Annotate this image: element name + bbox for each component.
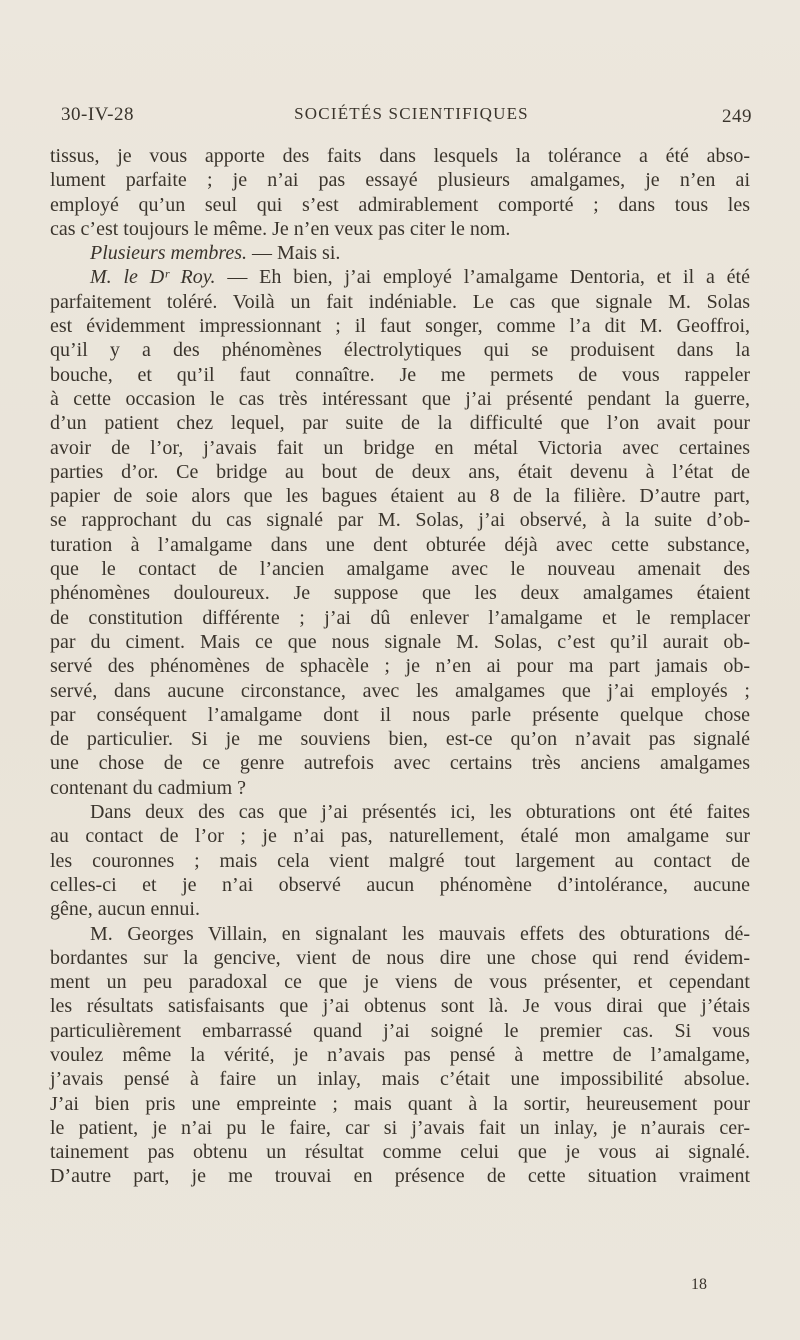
text-line: les résultats satisfaisants que j’ai obtenus sont là. Je vous dirai que j’étais <box>50 995 750 1018</box>
text-line: se rapprochant du cas signalé par M. Solas, j’ai observé, à la suite d’ob- <box>50 509 750 532</box>
text-line: Dans deux des cas que j’ai présentés ici, les obturations ont été faites <box>90 801 750 824</box>
text-line-speaker <box>50 241 750 265</box>
text-line: contenant du cadmium ? <box>50 776 247 799</box>
text-line: D’autre part, je me trouvai en présence de cette situation vraiment <box>50 1165 750 1188</box>
text-line: particulièrement embarrassé quand j’ai soigné le premier cas. Si vous <box>50 1019 750 1042</box>
text-line: celles-ci et je n’ai observé aucun phénomène d’intolérance, aucune <box>50 873 750 896</box>
speaker-name: Plusieurs membres. <box>90 242 248 265</box>
text-line: gêne, aucun ennui. <box>50 898 200 921</box>
text-line: d’un patient chez lequel, par suite de la difficulté que l’on avait pour <box>50 412 750 435</box>
text-line: les couronnes ; mais cela vient malgré tout largement au contact de <box>50 849 750 872</box>
text-line: parties d’or. Ce bridge au bout de deux ans, était devenu à l’état de <box>50 460 750 483</box>
text-line: papier de soie alors que les bagues étaient au 8 de la filière. D’autre part, <box>50 485 750 508</box>
text-line: servé des phénomènes de sphacèle ; je n’en ai pour ma part jamais ob- <box>50 655 750 678</box>
text-line: que le contact de l’ancien amalgame avec le nouveau amenait des <box>50 558 750 581</box>
page-number: 249 <box>722 106 752 127</box>
text-line: tainement pas obtenu un résultat comme celui que je vous ai signalé. <box>50 1141 750 1164</box>
body-text <box>50 144 750 1189</box>
text-line: qu’il y a des phénomènes électrolytiques qui se produisent dans la <box>50 339 750 362</box>
text-line: est évidemment impressionnant ; il faut songer, comme l’a dit M. Geoffroi, <box>50 315 750 338</box>
text-line: voulez même la vérité, je n’avais pas pensé à mettre de l’amalgame, <box>50 1043 750 1066</box>
text-line: phénomènes douloureux. Je suppose que les deux amalgames étaient <box>50 582 750 605</box>
text-line: J’ai bien pris une empreinte ; mais quant à la sortir, heureusement pour <box>50 1092 750 1115</box>
text-line: j’avais pensé à faire un inlay, mais c’était une impossibilité absolue. <box>50 1068 750 1091</box>
text-line-speaker <box>50 265 750 289</box>
header-title: SOCIÉTÉS SCIENTIFIQUES <box>294 104 529 123</box>
text-line: bordantes sur la gencive, vient de nous dire une chose qui rend évidem- <box>50 946 750 969</box>
text-line: lument parfaite ; je n’ai pas essayé plusieurs amalgames, je n’en ai <box>50 169 750 192</box>
speaker-remark: — Eh bien, j’ai employé l’amalgame Dentoria, et il a été <box>215 266 750 289</box>
text-line: de constitution différente ; j’ai dû enlever l’amalgame et le remplacer <box>50 606 750 629</box>
text-line: cas c’est toujours le même. Je n’en veux pas citer le nom. <box>50 217 511 240</box>
text-line: une chose de ce genre autrefois avec certains très anciens amalgames <box>50 752 750 775</box>
speaker-name: M. le Dʳ Roy. <box>90 266 216 289</box>
text-line: parfaitement toléré. Voilà un fait indéniable. Le cas que signale M. Solas <box>50 290 750 313</box>
text-line: le patient, je n’ai pu le faire, car si j’avais fait un inlay, je n’aurais cer- <box>50 1116 750 1139</box>
text-line: servé, dans aucune circonstance, avec les amalgames que j’ai employés ; <box>50 679 750 702</box>
text-line: à cette occasion le cas très intéressant que j’ai présenté pendant la guerre, <box>50 387 750 410</box>
text-line: employé qu’un seul qui s’est admirablement comporté ; dans tous les <box>50 193 750 216</box>
header-date: 30-IV-28 <box>61 104 134 125</box>
signature-mark: 18 <box>691 1276 707 1293</box>
speaker-remark: — Mais si. <box>247 242 341 265</box>
text-line: par conséquent l’amalgame dont il nous parle présente quelque chose <box>50 703 750 726</box>
text-line: avoir de l’or, j’avais fait un bridge en métal Victoria avec certaines <box>50 436 750 459</box>
text-line: tissus, je vous apporte des faits dans lesquels la tolérance a été abso- <box>50 145 750 167</box>
text-line: M. Georges Villain, en signalant les mauvais effets des obturations dé- <box>90 922 750 945</box>
text-line: ment un peu paradoxal ce que je viens de vous présenter, et cependant <box>50 971 750 994</box>
text-line: au contact de l’or ; je n’ai pas, naturellement, étalé mon amalgame sur <box>50 825 750 848</box>
text-line: de particulier. Si je me souviens bien, est-ce qu’on n’avait pas signalé <box>50 728 750 751</box>
text-line: par du ciment. Mais ce que nous signale M. Solas, c’est qu’il aurait ob- <box>50 630 750 653</box>
text-line: bouche, et qu’il faut connaître. Je me permets de vous rappeler <box>50 363 750 386</box>
running-head <box>61 104 752 128</box>
text-line: turation à l’amalgame dans une dent obturée déjà avec cette substance, <box>50 533 750 556</box>
